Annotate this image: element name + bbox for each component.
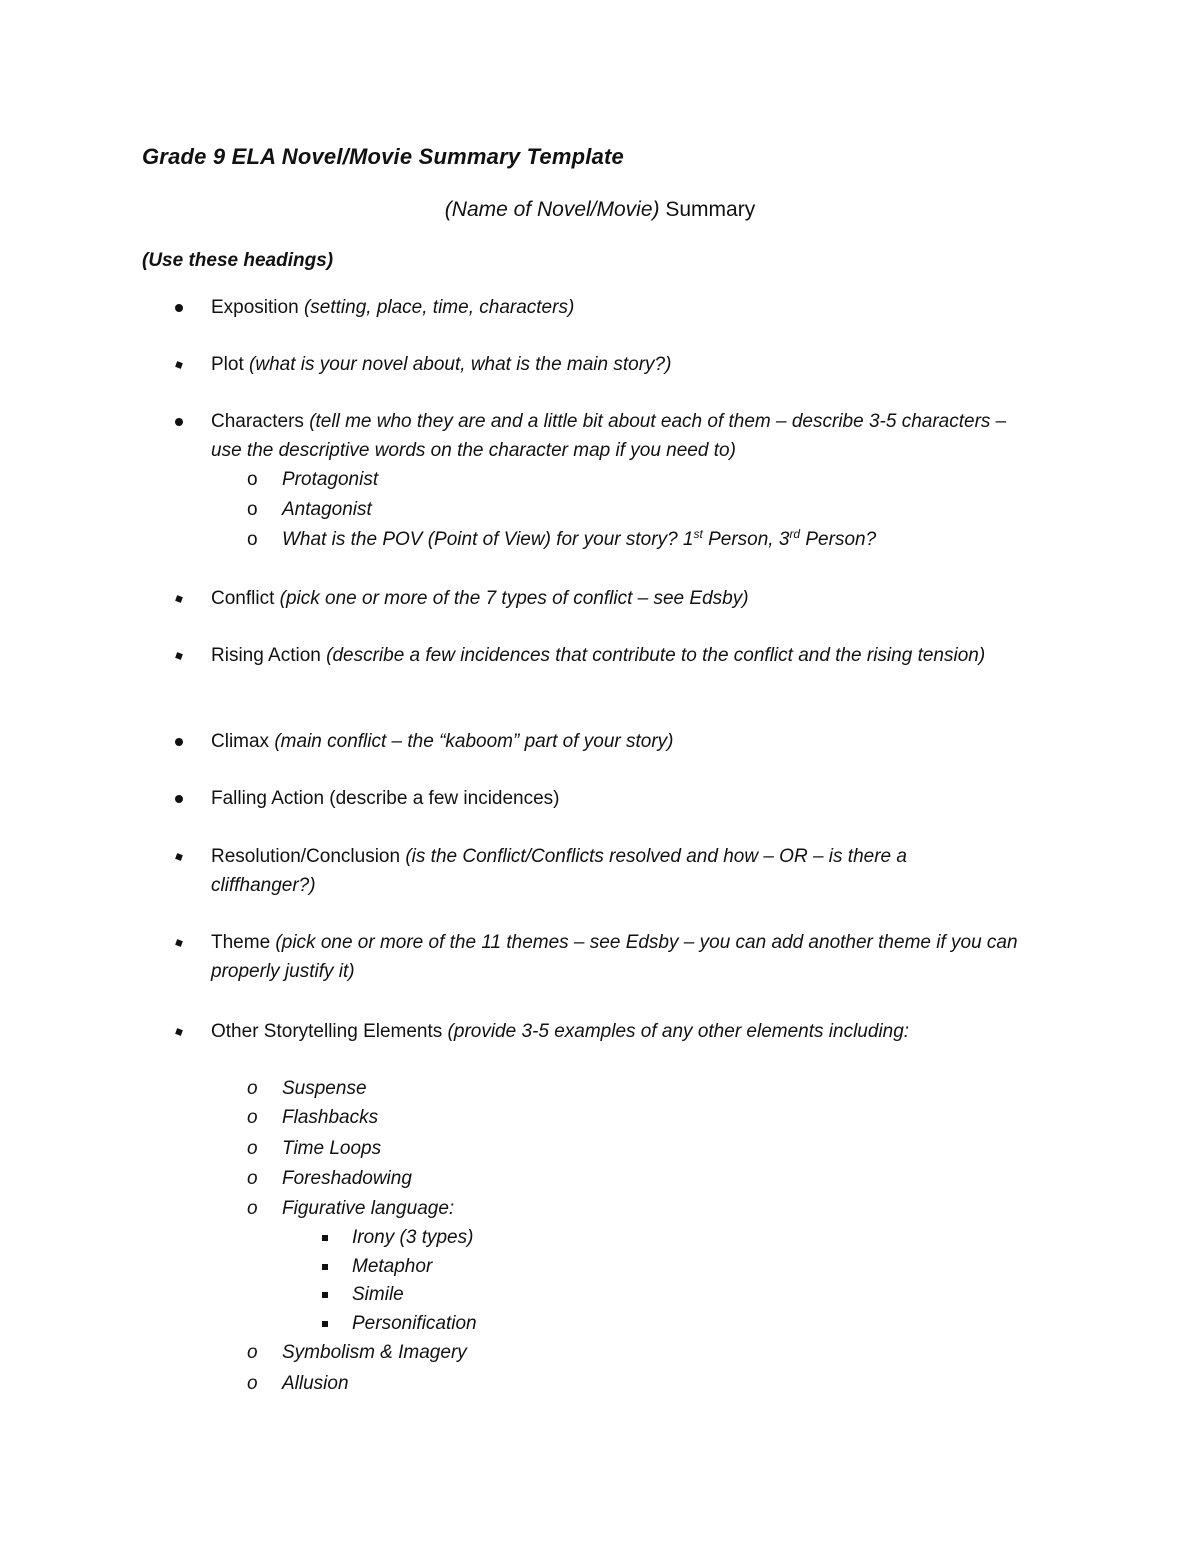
sub-bullet-icon: o bbox=[247, 1198, 258, 1219]
sub-item-allusion: Allusion bbox=[282, 1373, 349, 1394]
sub-bullet-icon: o bbox=[247, 1107, 258, 1128]
list-item-climax bbox=[211, 727, 1051, 756]
item-lead: Characters bbox=[211, 411, 304, 432]
document-title: Grade 9 ELA Novel/Movie Summary Template bbox=[142, 144, 624, 169]
bullet-icon bbox=[174, 360, 184, 370]
item-desc: (pick one or more of the 11 themes – see Edsby – you can add another theme if you can properly justify it) bbox=[211, 932, 1018, 982]
bullet-icon bbox=[174, 594, 184, 604]
bullet-icon bbox=[174, 794, 184, 804]
item-lead: Plot bbox=[211, 354, 244, 375]
sub-bullet-icon: o bbox=[247, 1078, 258, 1099]
subsub-item-irony: Irony (3 types) bbox=[352, 1227, 474, 1248]
item-lead: Theme bbox=[211, 932, 271, 953]
item-desc: (what is your novel about, what is the main story?) bbox=[243, 354, 672, 375]
sub-bullet-icon: o bbox=[247, 1138, 258, 1159]
square-bullet-icon bbox=[321, 1320, 329, 1328]
item-lead: Rising Action bbox=[211, 645, 321, 666]
bullet-icon bbox=[174, 737, 184, 747]
sub-bullet-icon: o bbox=[247, 499, 258, 520]
list-item-falling-action bbox=[211, 784, 1051, 813]
pov-sup-2: rd bbox=[789, 527, 801, 541]
item-lead: Falling Action (describe a few incidences) bbox=[211, 788, 560, 809]
list-item-other-elements bbox=[211, 1017, 1111, 1046]
sub-bullet-icon: o bbox=[247, 469, 258, 490]
item-desc: (pick one or more of the 7 types of conflict – see Edsby) bbox=[274, 588, 749, 609]
item-desc: (describe a few incidences that contribute to the conflict and the rising tension) bbox=[320, 645, 986, 666]
sub-item-flashbacks: Flashbacks bbox=[282, 1107, 379, 1128]
summary-heading-name: (Name of Novel/Movie) bbox=[444, 198, 660, 221]
sub-item-figurative-language: Figurative language: bbox=[282, 1198, 455, 1219]
item-lead: Exposition bbox=[211, 297, 299, 318]
instruction-text: (Use these headings) bbox=[142, 250, 334, 271]
pov-text-c: Person? bbox=[800, 529, 877, 550]
sub-item-antagonist: Antagonist bbox=[282, 499, 372, 520]
pov-text-a: What is the POV (Point of View) for your story? 1 bbox=[282, 529, 694, 550]
sub-item-time-loops: Time Loops bbox=[282, 1138, 382, 1159]
item-desc: (provide 3-5 examples of any other elements including: bbox=[442, 1021, 910, 1042]
summary-heading bbox=[0, 198, 1200, 222]
sub-item-pov bbox=[282, 525, 876, 554]
bullet-icon bbox=[174, 417, 184, 427]
square-bullet-icon bbox=[321, 1234, 329, 1242]
bullet-icon bbox=[174, 1027, 184, 1037]
bullet-icon bbox=[174, 303, 184, 313]
pov-text-b: Person, 3 bbox=[702, 529, 790, 550]
subsub-item-simile: Simile bbox=[352, 1284, 404, 1305]
item-lead: Other Storytelling Elements bbox=[211, 1021, 443, 1042]
sub-item-foreshadowing: Foreshadowing bbox=[282, 1168, 412, 1189]
list-item-plot bbox=[211, 350, 1051, 379]
item-desc: (setting, place, time, characters) bbox=[298, 297, 575, 318]
bullet-icon bbox=[174, 651, 184, 661]
summary-heading-suffix: Summary bbox=[659, 198, 756, 221]
item-desc: (tell me who they are and a little bit about each of them – describe 3-5 characters – use the descriptive words on the character map if you need to) bbox=[211, 411, 1007, 461]
bullet-icon bbox=[174, 938, 184, 948]
subsub-item-metaphor: Metaphor bbox=[352, 1256, 433, 1277]
square-bullet-icon bbox=[321, 1291, 329, 1299]
list-item-theme bbox=[211, 928, 1051, 986]
sub-bullet-icon: o bbox=[247, 1168, 258, 1189]
sub-item-suspense: Suspense bbox=[282, 1078, 367, 1099]
list-item-exposition bbox=[211, 293, 1051, 322]
sub-item-symbolism: Symbolism & Imagery bbox=[282, 1342, 467, 1363]
list-item-conflict bbox=[211, 584, 1051, 613]
list-item-characters bbox=[211, 407, 1011, 465]
pov-sup-1: st bbox=[693, 527, 703, 541]
subsub-item-personification: Personification bbox=[352, 1313, 477, 1334]
item-desc: (main conflict – the “kaboom” part of your story) bbox=[269, 731, 674, 752]
list-item-resolution bbox=[211, 842, 1011, 900]
sub-bullet-icon: o bbox=[247, 529, 258, 550]
item-lead: Climax bbox=[211, 731, 270, 752]
bullet-icon bbox=[174, 852, 184, 862]
item-desc: (is the Conflict/Conflicts resolved and how – OR – is there a cliffhanger?) bbox=[211, 846, 907, 896]
sub-bullet-icon: o bbox=[247, 1373, 258, 1394]
square-bullet-icon bbox=[321, 1263, 329, 1271]
list-item-rising-action bbox=[211, 641, 1031, 670]
item-lead: Resolution/Conclusion bbox=[211, 846, 401, 867]
item-lead: Conflict bbox=[211, 588, 275, 609]
sub-bullet-icon: o bbox=[247, 1342, 258, 1363]
sub-item-protagonist: Protagonist bbox=[282, 469, 379, 490]
